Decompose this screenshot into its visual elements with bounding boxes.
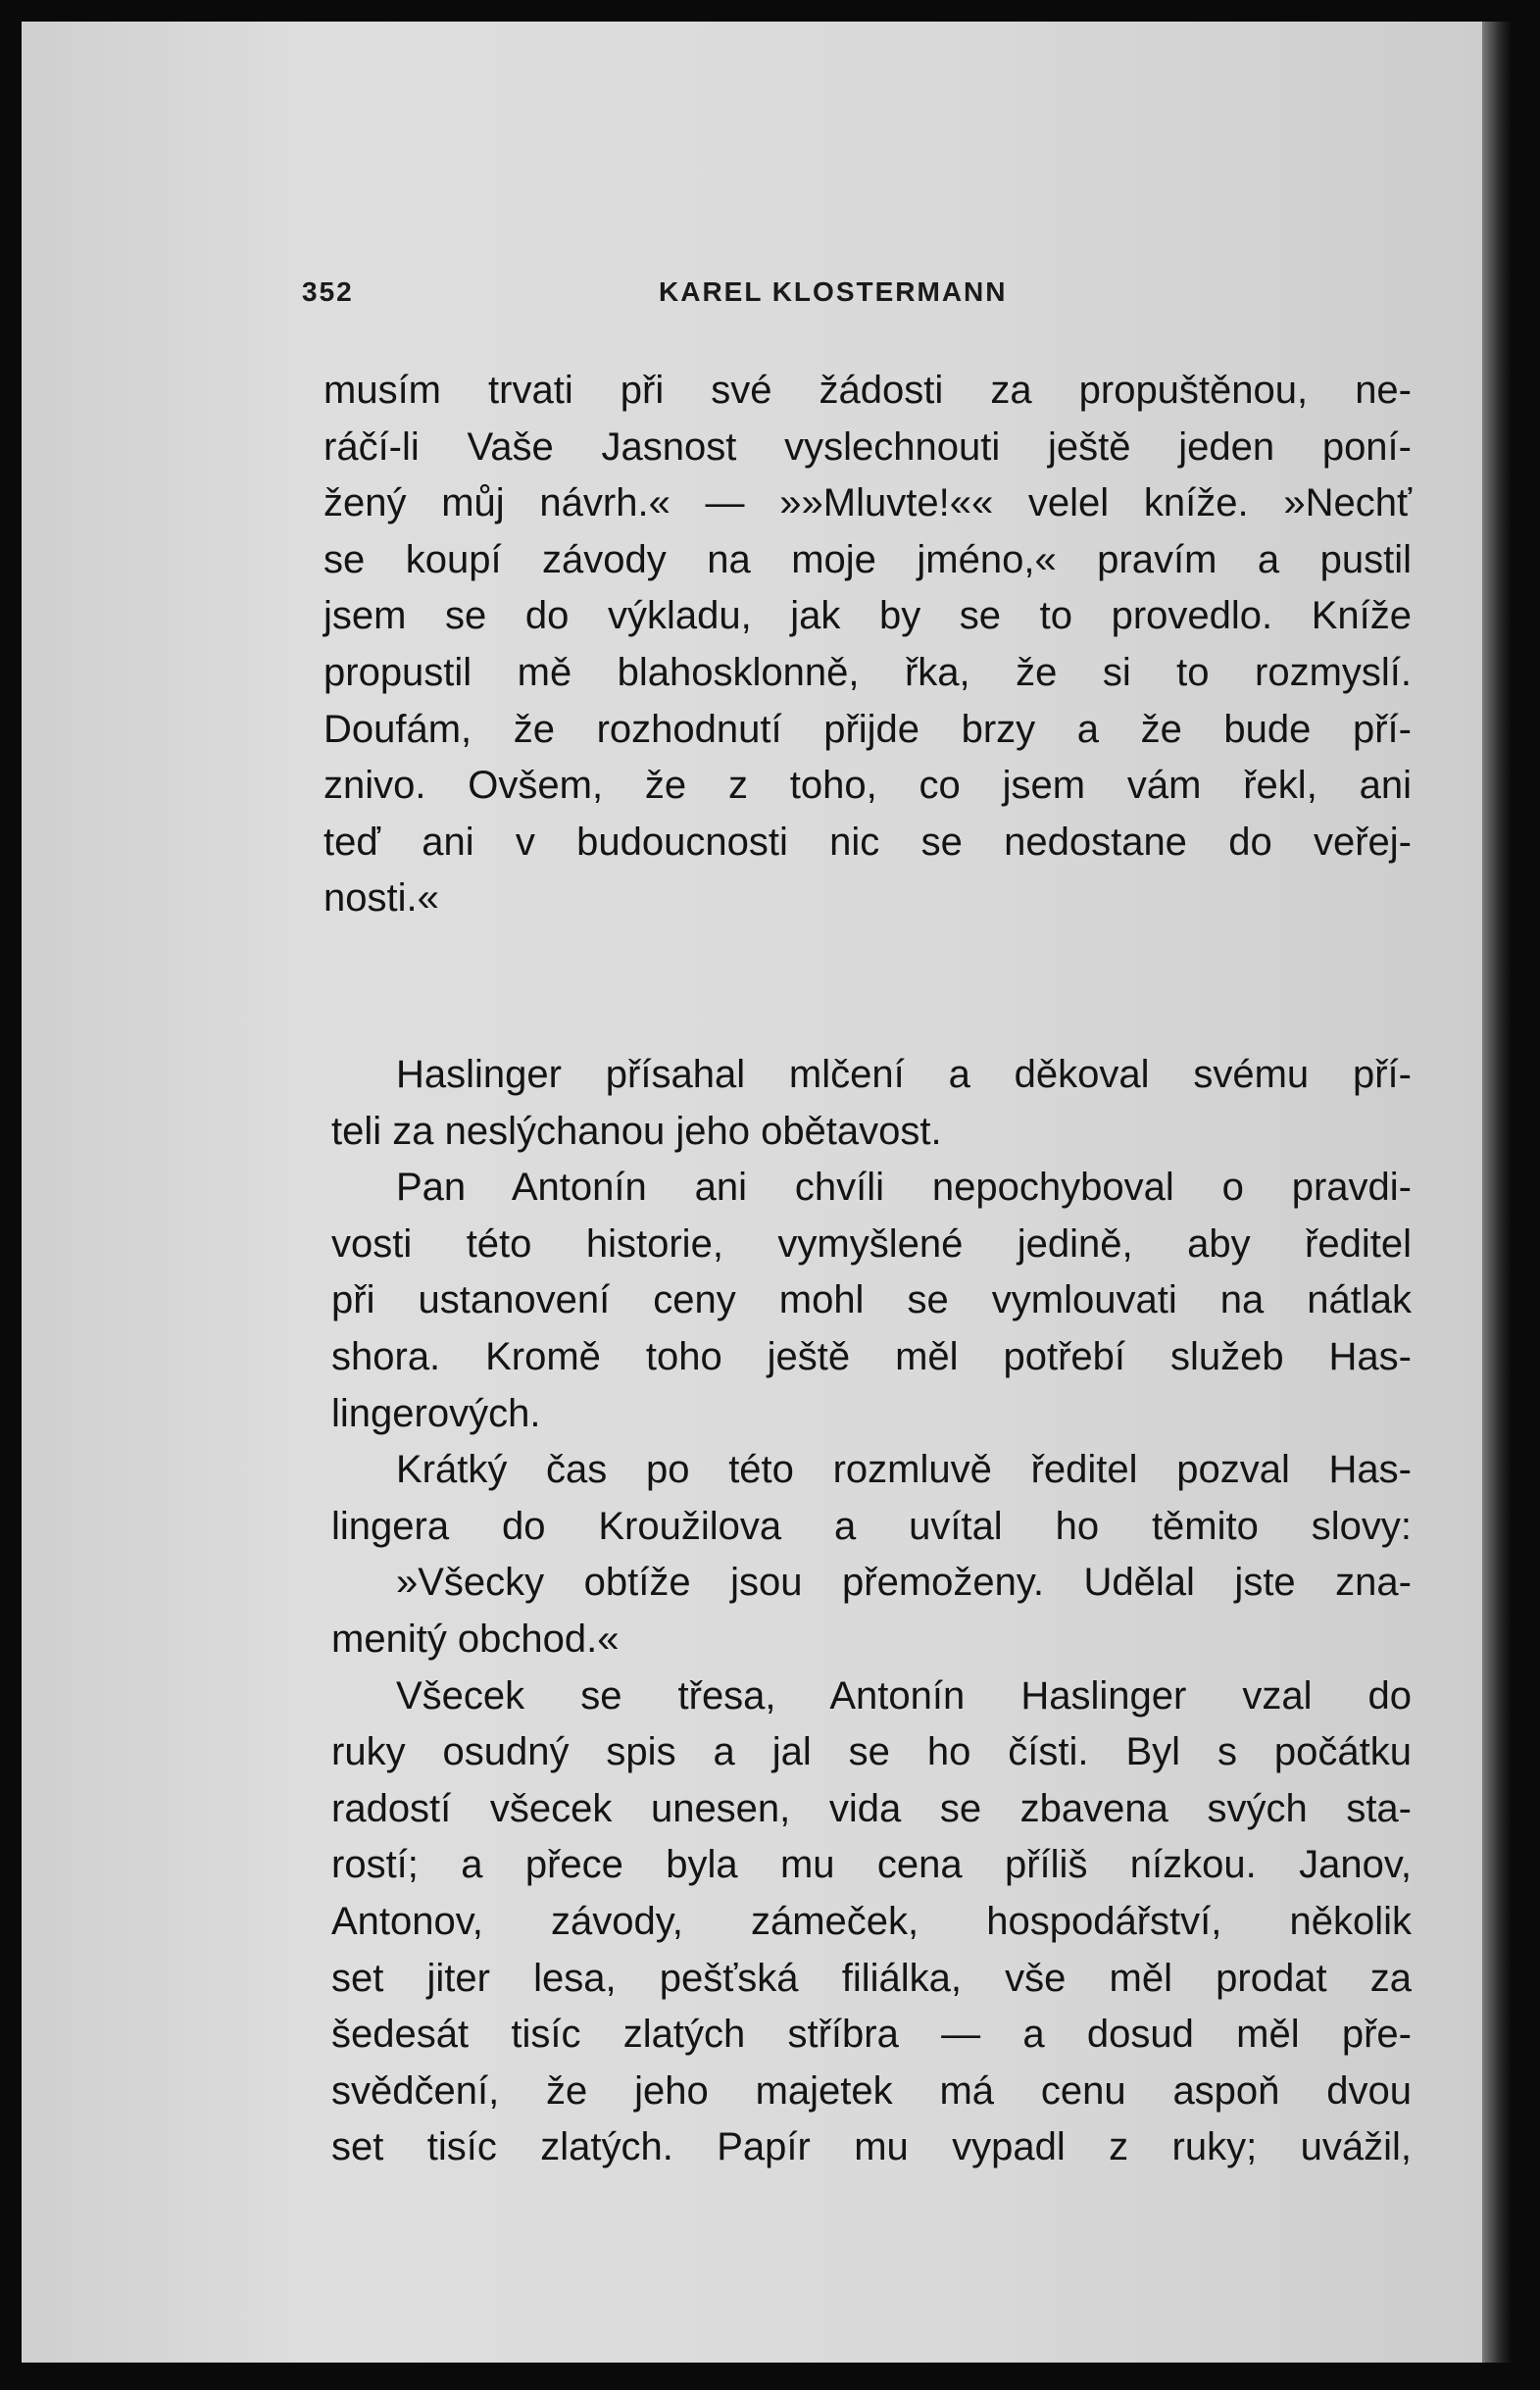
text-line: set tisíc zlatých. Papír mu vypadl z ruky; uvážil, xyxy=(331,2125,1412,2169)
body-text-block-2 xyxy=(331,1047,1412,2176)
text-line: šedesát tisíc zlatých stříbra — a dosud měl pře- xyxy=(331,2013,1412,2057)
text-line: Pan Antonín ani chvíli nepochyboval o pravdi- xyxy=(396,1166,1412,1210)
text-line: lingerových. xyxy=(331,1391,541,1435)
running-head-author: KAREL KLOSTERMANN xyxy=(659,276,1008,307)
text-line: ruky osudný spis a jal se ho čísti. Byl s počátku xyxy=(331,1730,1412,1774)
text-line: Haslinger přísahal mlčení a děkoval svému pří- xyxy=(396,1053,1412,1096)
text-line: jsem se do výkladu, jak by se to provedlo. Kníže xyxy=(323,594,1412,638)
text-line: při ustanovení ceny mohl se vymlouvati na nátlak xyxy=(331,1278,1412,1322)
text-line: set jiter lesa, pešťská filiálka, vše měl prodat za xyxy=(331,1956,1412,2000)
text-line: teli za neslýchanou jeho obětavost. xyxy=(331,1109,942,1153)
text-line: žený můj návrh.« — »»Mluvte!«« velel kníže. »Nechť xyxy=(323,481,1412,525)
text-line: rostí; a přece byla mu cena příliš nízkou. Janov, xyxy=(331,1843,1412,1887)
page-gutter xyxy=(1482,22,1512,2363)
text-line: propustil mě blahosklonně, řka, že si to rozmyslí. xyxy=(323,650,1412,694)
text-line: Doufám, že rozhodnutí přijde brzy a že bude pří- xyxy=(323,707,1412,751)
text-line: ráčí-li Vaše Jasnost vyslechnouti ještě jeden poní- xyxy=(323,424,1412,469)
text-line: Antonov, závody, zámeček, hospodářství, několik xyxy=(331,1899,1412,1943)
page-number: 352 xyxy=(302,276,354,307)
text-line: shora. Kromě toho ještě měl potřebí služeb Has- xyxy=(331,1334,1412,1378)
text-line: Krátký čas po této rozmluvě ředitel pozval Has- xyxy=(396,1448,1412,1492)
text-line: svědčení, že jeho majetek má cenu aspoň dvou xyxy=(331,2068,1412,2113)
text-line: znivo. Ovšem, že z toho, co jsem vám řekl, ani xyxy=(323,764,1412,808)
text-line: menitý obchod.« xyxy=(331,1617,620,1661)
text-line: radostí všecek unesen, vida se zbavena svých sta- xyxy=(331,1786,1412,1830)
text-line: nosti.« xyxy=(323,876,439,921)
text-line: se koupí závody na moje jméno,« pravím a pustil xyxy=(323,537,1412,581)
text-line: teď ani v budoucnosti nic se nedostane do veřej- xyxy=(323,820,1412,864)
body-text-block-1 xyxy=(323,363,1412,927)
text-line: musím trvati při své žádosti za propuštěnou, ne- xyxy=(323,369,1412,412)
text-line: Všecek se třesa, Antonín Haslinger vzal do xyxy=(396,1673,1412,1718)
text-line: »Všecky obtíže jsou přemoženy. Udělal jste zna- xyxy=(396,1561,1412,1605)
text-line: lingera do Kroužilova a uvítal ho těmito slovy: xyxy=(331,1504,1412,1548)
text-line: vosti této historie, vymyšlené jedině, aby ředitel xyxy=(331,1221,1412,1266)
